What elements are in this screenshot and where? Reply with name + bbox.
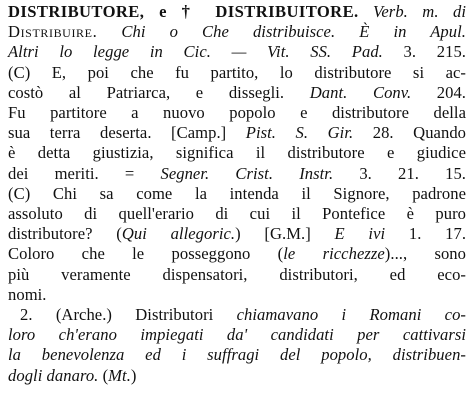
text-run: costò al Patriarca, e dissegli. [8, 82, 310, 102]
text-run: Fu partitore a nuovo popolo e distributore della [8, 103, 466, 123]
text-run: assoluto di quell'erario di cui il Pontefice è puro [8, 204, 466, 224]
text-run: )..., sono [384, 244, 467, 264]
text-run [97, 22, 121, 41]
headword: DISTRIBUTORE, e † DISTRIBUITORE. [8, 2, 359, 21]
italic-text: Dant. Conv. [309, 82, 412, 102]
entry-line [8, 63, 466, 83]
text-run: è detta giustizia, significa il distributore e giudice [8, 143, 466, 163]
italic-text: loro ch'erano impiegati da' candidati per cattivarsi [8, 325, 466, 345]
text-run: più veramente dispensatori, distributori, ed eco- [8, 264, 466, 284]
entry-line [8, 83, 466, 103]
entry-line [8, 143, 466, 163]
entry-line [8, 22, 466, 42]
entry-line [8, 204, 466, 224]
italic-text: Verb. m. di [373, 2, 467, 21]
text-run: sua terra deserta. [Camp.] [8, 123, 246, 143]
entry-line [8, 184, 466, 204]
text-run: distributore? ( [8, 224, 122, 244]
entry-line [8, 325, 466, 345]
italic-text: Mt. [108, 365, 131, 385]
italic-text: Segner. Crist. Instr. [160, 163, 334, 183]
text-run: dei meriti. = [8, 163, 161, 183]
text-run: 2. (Arche.) Distributori [20, 305, 237, 325]
text-run: 3. 215. [382, 42, 466, 62]
text-run: 204. [411, 82, 466, 102]
italic-text: la benevolenza ed i suffragi del popolo, distribuen- [8, 345, 466, 365]
text-run: (C) E, poi che fu partito, lo distributore si ac- [8, 62, 466, 82]
italic-text: Chi o Che distribuisce. È in Apul. [121, 22, 466, 42]
italic-text: Qui allegoric. [121, 224, 236, 244]
small-caps-text: Distribuire. [8, 22, 98, 42]
text-run: ) [G.M.] [235, 224, 335, 244]
text-run: 28. Quando [353, 123, 467, 143]
italic-text: E ivi [334, 224, 386, 244]
entry-line [8, 305, 466, 325]
entry-line [8, 366, 466, 386]
italic-text: le ricchezze [283, 244, 385, 264]
italic-text: dogli danaro. [8, 365, 99, 385]
entry-line [8, 164, 466, 184]
entry-line [8, 265, 466, 285]
entry-line [8, 244, 466, 264]
text-run: 3. 21. 15. [333, 163, 466, 183]
text-run: 1. 17. [385, 224, 467, 244]
dictionary-entry [8, 2, 466, 386]
entry-line [8, 285, 466, 305]
text-run [359, 2, 373, 21]
text-run: nomi. [8, 284, 47, 304]
entry-line [8, 2, 466, 22]
text-run: ( [98, 365, 109, 385]
entry-line [8, 103, 466, 123]
italic-text: Pist. S. Gir. [245, 123, 354, 143]
entry-line [8, 345, 466, 365]
entry-line [8, 224, 466, 244]
text-run: (C) Chi sa come la intenda il Signore, padrone [8, 183, 466, 203]
entry-line [8, 42, 466, 62]
italic-text: Altri lo legge in Cic. — Vit. SS. Pad. [8, 42, 383, 62]
italic-text: chiamavano i Romani co- [236, 305, 466, 325]
entry-line [8, 123, 466, 143]
text-run: Coloro che le posseggono ( [8, 244, 284, 264]
text-run: ) [130, 365, 137, 385]
